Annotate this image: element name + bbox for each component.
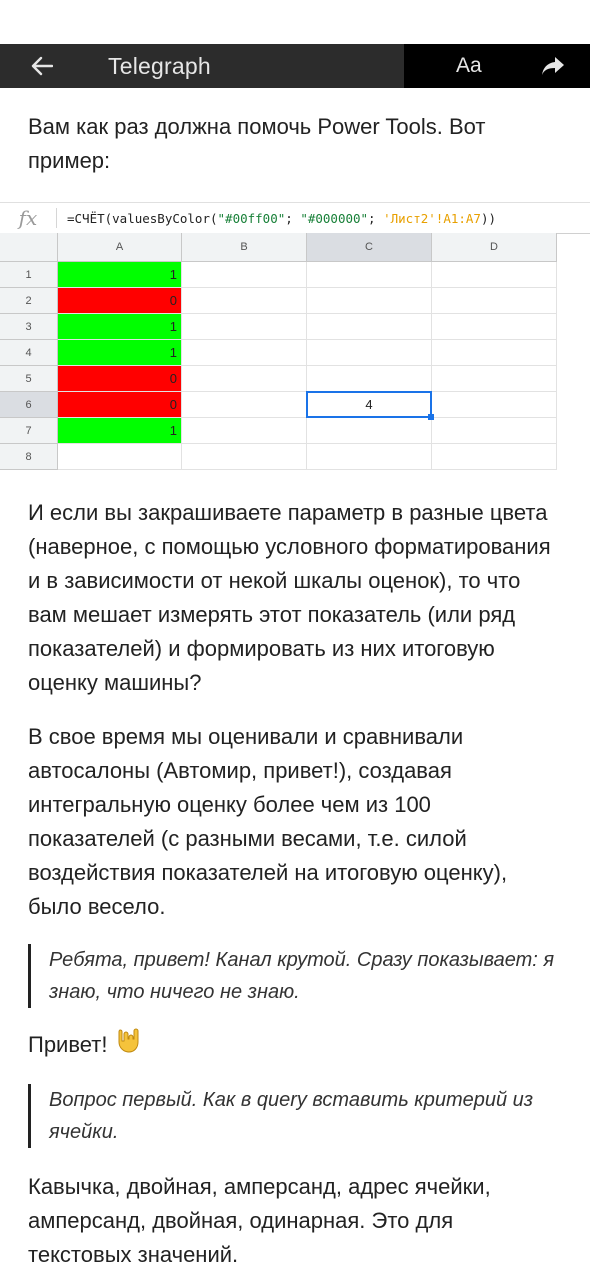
paragraph-1: Вам как раз должна помочь Power Tools. Вот пример: — [28, 114, 486, 173]
cell-b3[interactable] — [182, 314, 307, 340]
column-header-a[interactable]: A — [58, 233, 182, 262]
blockquote-2: Вопрос первый. Как в query вставить критерий из ячейки. — [28, 1084, 562, 1148]
arrow-left-icon — [31, 56, 53, 76]
cell-b7[interactable] — [182, 418, 307, 444]
cell-b6[interactable] — [182, 392, 307, 418]
paragraph-3: В свое время мы оценивали и сравнивали автосалоны (Автомир, привет!), создавая интегральную оценку более чем из 100 показателей (с разными весами, т.е. силой воздействия показателей на итоговую оценку), было весело. — [28, 724, 508, 919]
formula-part-6: 'Лист2'!A1:A7 — [383, 210, 481, 226]
cell-d8[interactable] — [432, 444, 557, 470]
app-toolbar — [0, 44, 590, 88]
column-header-b[interactable]: B — [182, 233, 307, 262]
page-title: Telegraph — [108, 52, 211, 79]
row-header-5[interactable]: 5 — [0, 366, 58, 392]
cell-c7[interactable] — [307, 418, 432, 444]
formula-part-4: "#000000" — [300, 210, 369, 226]
formula-text — [67, 211, 496, 226]
cell-b4[interactable] — [182, 340, 307, 366]
cell-b5[interactable] — [182, 366, 307, 392]
cell-c8[interactable] — [307, 444, 432, 470]
cell-d7[interactable] — [432, 418, 557, 444]
cell-d5[interactable] — [432, 366, 557, 392]
back-button[interactable] — [20, 44, 64, 88]
cell-a5[interactable]: 0 — [58, 366, 182, 392]
formula-part-1: =СЧЁТ(valuesByColor( — [67, 210, 218, 226]
cell-b1[interactable] — [182, 262, 307, 288]
formula-part-3: ; — [285, 210, 301, 226]
row-header-3[interactable]: 3 — [0, 314, 58, 340]
cell-d6[interactable] — [432, 392, 557, 418]
fill-handle[interactable] — [428, 414, 434, 420]
cell-c3[interactable] — [307, 314, 432, 340]
blockquote-1: Ребята, привет! Канал крутой. Сразу показывает: я знаю, что ничего не знаю. — [28, 944, 562, 1008]
toolbar-right — [404, 44, 590, 88]
row-header-7[interactable]: 7 — [0, 418, 58, 444]
paragraph-2: И если вы закрашиваете параметр в разные цвета (наверное, с помощью условного форматирования и в зависимости от некой шкалы оценок), то что вам мешает измерять этот показатель (или ряд показателей) и формировать из них итоговую оценку машины? — [28, 500, 551, 695]
share-button[interactable] — [540, 53, 566, 79]
cell-c5[interactable] — [307, 366, 432, 392]
cell-d2[interactable] — [432, 288, 557, 314]
formula-part-7: )) — [480, 210, 497, 226]
formula-part-2: "#00ff00" — [217, 210, 286, 226]
spreadsheet-image — [0, 202, 590, 470]
cell-a7[interactable]: 1 — [58, 418, 182, 444]
cell-a6[interactable]: 0 — [58, 392, 182, 418]
formula-part-5: ; — [368, 210, 384, 226]
row-header-1[interactable]: 1 — [0, 262, 58, 288]
paragraph-4 — [28, 1028, 562, 1064]
cell-c4[interactable] — [307, 340, 432, 366]
selection-box — [306, 391, 432, 418]
row-header-4[interactable]: 4 — [0, 340, 58, 366]
cell-c6[interactable]: 4 — [307, 392, 432, 418]
cell-a3[interactable]: 1 — [58, 314, 182, 340]
cell-a8[interactable] — [58, 444, 182, 470]
row-header-8[interactable]: 8 — [0, 444, 58, 470]
row-header-2[interactable]: 2 — [0, 288, 58, 314]
article-content — [0, 88, 590, 1272]
cell-a1[interactable]: 1 — [58, 262, 182, 288]
column-header-d[interactable]: D — [432, 233, 557, 262]
cell-a2[interactable]: 0 — [58, 288, 182, 314]
greeting-text: Привет! — [28, 1032, 108, 1057]
cell-b8[interactable] — [182, 444, 307, 470]
cell-b2[interactable] — [182, 288, 307, 314]
rock-hand-icon — [117, 1028, 139, 1064]
font-size-button[interactable]: Aa — [456, 54, 482, 77]
column-header-c[interactable]: C — [307, 233, 432, 262]
formula-bar — [0, 202, 590, 234]
cell-d3[interactable] — [432, 314, 557, 340]
cell-c2[interactable] — [307, 288, 432, 314]
cell-a4[interactable]: 1 — [58, 340, 182, 366]
status-bar-area — [0, 0, 590, 44]
row-header-6[interactable]: 6 — [0, 392, 58, 418]
sheet-corner[interactable] — [0, 233, 58, 262]
toolbar-left — [0, 44, 404, 88]
fx-label: fx — [0, 208, 57, 228]
paragraph-5: Кавычка, двойная, амперсанд, адрес ячейки, амперсанд, двойная, одинарная. Это для текстовых значений. — [28, 1174, 491, 1268]
cell-d4[interactable] — [432, 340, 557, 366]
cell-d1[interactable] — [432, 262, 557, 288]
cell-c1[interactable] — [307, 262, 432, 288]
share-arrow-icon — [541, 56, 565, 76]
